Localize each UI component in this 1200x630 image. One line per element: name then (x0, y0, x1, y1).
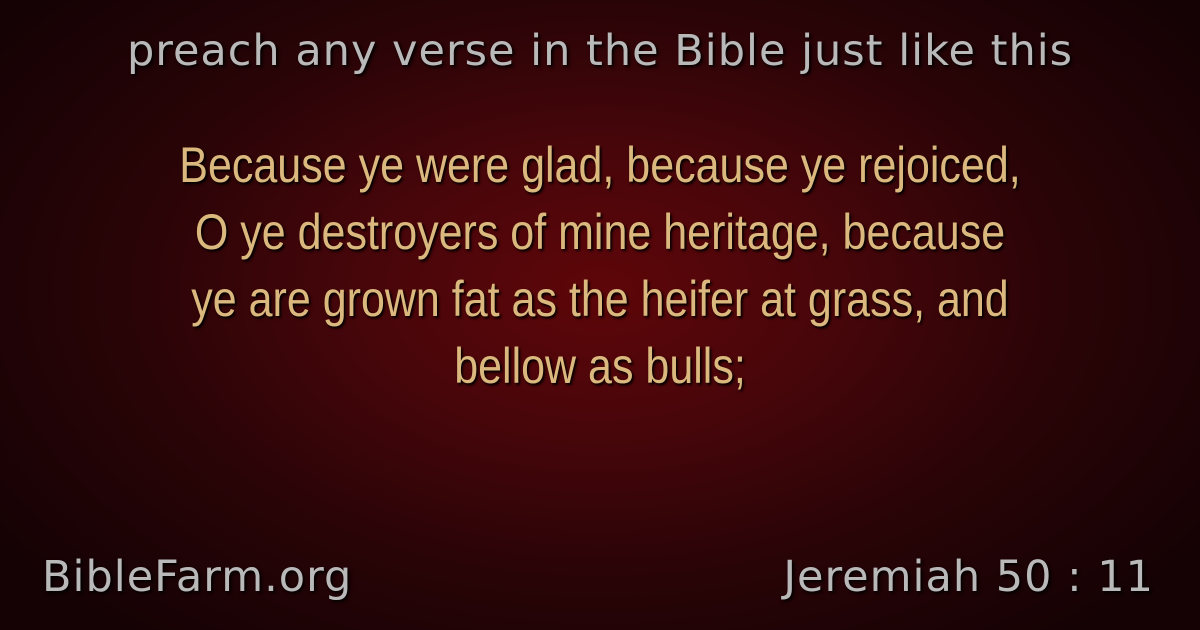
site-name: BibleFarm.org (42, 552, 353, 602)
verse-line: O ye destroyers of mine heritage, because (194, 204, 1006, 260)
verse-line: Because ye were glad, because ye rejoiced, (179, 137, 1021, 193)
verse-text (136, 132, 1065, 400)
tagline: preach any verse in the Bible just like this (126, 26, 1074, 76)
verse-line: ye are grown fat as the heifer at grass, and (191, 271, 1009, 327)
verse-line: bellow as bulls; (454, 338, 746, 394)
verse-reference: Jeremiah 50 : 11 (783, 552, 1154, 602)
